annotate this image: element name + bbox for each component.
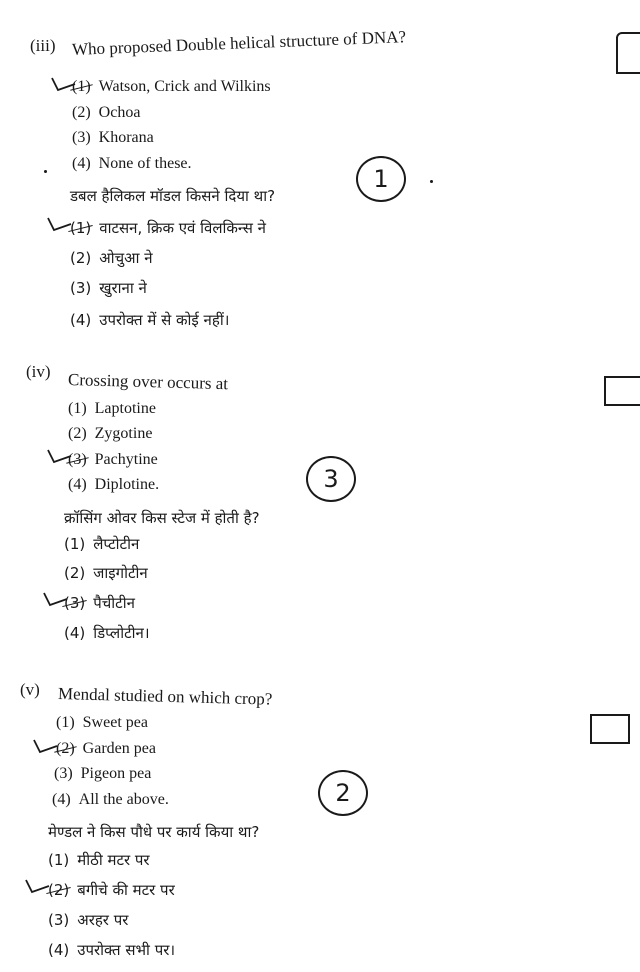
stray-dot [430, 180, 433, 183]
option-hindi: (3) अरहर पर [48, 911, 129, 929]
question-text-english: Who proposed Double helical structure of DNA? [71, 27, 407, 59]
option-english: (3) Pigeon pea [54, 765, 152, 782]
question-text-english: Mendal studied on which crop? [57, 684, 273, 709]
option-english: (2) Ochoa [72, 104, 141, 121]
option-hindi: (1) मीठी मटर पर [48, 851, 150, 869]
option-hindi: (3) पैचीटीन [64, 594, 135, 612]
question-number: (iii) [30, 36, 56, 55]
option-hindi: (2) बगीचे की मटर पर [48, 881, 175, 899]
option-hindi: (4) उपरोक्त में से कोई नहीं। [70, 311, 230, 329]
answer-tick-mark [46, 216, 72, 232]
handwritten-answer: 3 [306, 456, 356, 502]
option-hindi: (2) जाइगोटीन [64, 564, 148, 582]
answer-tick-mark [24, 878, 50, 894]
option-hindi: (1) वाटसन, क्रिक एवं विलकिन्स ने [70, 219, 266, 237]
margin-answer-box [590, 714, 630, 744]
stray-dot [44, 170, 47, 173]
option-hindi: (4) उपरोक्त सभी पर। [48, 941, 176, 959]
option-hindi: (4) डिप्लोटीन। [64, 624, 150, 642]
option-english: (1) Watson, Crick and Wilkins [72, 78, 271, 95]
option-hindi: (1) लैप्टोटीन [64, 535, 140, 553]
margin-answer-box [604, 376, 640, 406]
question-text-hindi: मेण्डल ने किस पौधे पर कार्य किया था? [48, 823, 260, 841]
option-hindi: (2) ओचुआ ने [70, 249, 153, 267]
question-text-hindi: क्रॉसिंग ओवर किस स्टेज में होती है? [64, 509, 260, 527]
question-number: (v) [20, 680, 40, 699]
handwritten-answer: 2 [318, 770, 368, 816]
option-english: (2) Zygotine [68, 425, 153, 442]
question-text-hindi: डबल हैलिकल मॉडल किसने दिया था? [70, 187, 276, 205]
option-english: (4) All the above. [52, 791, 169, 808]
option-english: (4) Diplotine. [68, 476, 160, 493]
margin-answer-box [616, 32, 640, 74]
option-english: (1) Laptotine [68, 400, 156, 417]
handwritten-answer: 1 [356, 156, 406, 202]
option-english: (1) Sweet pea [56, 714, 148, 731]
option-english: (3) Pachytine [68, 451, 158, 468]
question-text-english: Crossing over occurs at [67, 370, 229, 394]
option-english: (4) None of these. [72, 155, 192, 172]
option-english: (3) Khorana [72, 129, 154, 146]
option-hindi: (3) खुराना ने [70, 279, 147, 297]
option-english: (2) Garden pea [56, 740, 156, 757]
question-number: (iv) [26, 362, 51, 381]
